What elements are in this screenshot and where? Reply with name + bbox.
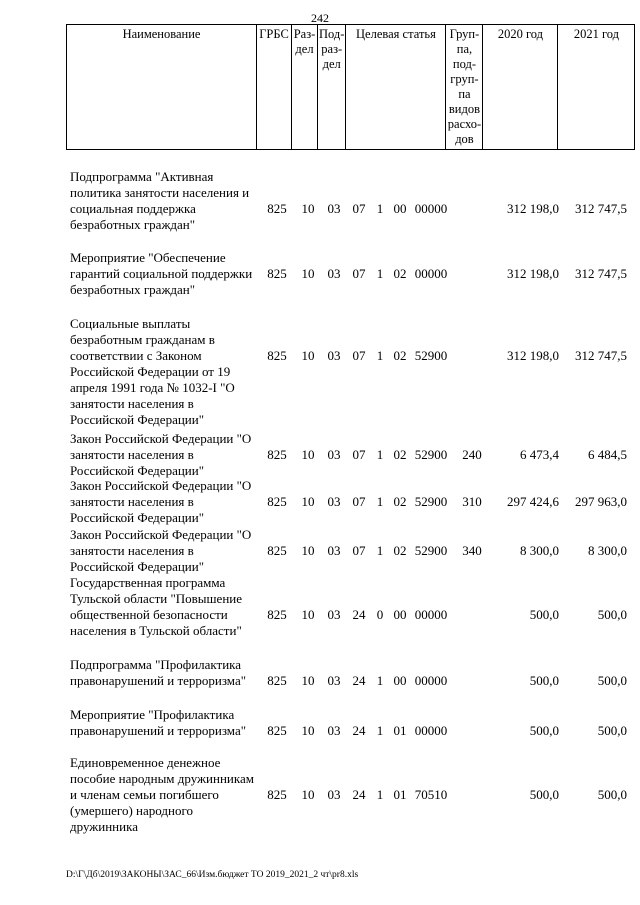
row-v2020: 500,0 <box>529 723 559 738</box>
row-v2021: 500,0 <box>597 673 627 688</box>
row-rz: 10 <box>301 348 315 363</box>
row-v2021: 312 747,5 <box>575 348 627 363</box>
row-v2020: 312 198,0 <box>507 266 559 281</box>
row-cs4: 52900 <box>414 494 448 509</box>
row-cs1: 07 <box>352 494 366 509</box>
row-cs2: 0 <box>376 607 384 622</box>
row-v2020: 8 300,0 <box>520 543 559 558</box>
footer-path: D:\Г\Дб\2019\ЗАКОНЫ\ЗАС_66\Изм.бюджет ТО 2019_2021_2 чт\pr8.xls <box>66 870 359 880</box>
row-cs2: 1 <box>376 201 384 216</box>
row-cs1: 07 <box>352 266 366 281</box>
row-v2021: 500,0 <box>597 723 627 738</box>
header-2021: 2021 год <box>558 25 635 150</box>
row-cs2: 1 <box>376 266 384 281</box>
row-rz: 10 <box>301 543 315 558</box>
row-cs4: 52900 <box>414 348 448 363</box>
header-podrazdel: Под- раз- дел <box>318 25 346 150</box>
row-cs3: 00 <box>393 607 407 622</box>
row-cs1: 07 <box>352 201 366 216</box>
header-name: Наименование <box>67 25 257 150</box>
header-grbs: ГРБС <box>257 25 292 150</box>
row-rz: 10 <box>301 673 315 688</box>
row-v2020: 500,0 <box>529 607 559 622</box>
row-rz: 10 <box>301 607 315 622</box>
row-cs4: 00000 <box>414 201 448 216</box>
row-pr: 03 <box>327 447 341 462</box>
row-v2021: 8 300,0 <box>588 543 627 558</box>
row-name: Социальные выплаты безработным гражданам в соответствии с Законом Российской Федерации от 19 апреля 1991 года № 1032-I "О занятости населения в Российской Федерации" <box>70 316 235 427</box>
row-cs2: 1 <box>376 723 384 738</box>
row-v2020: 500,0 <box>529 787 559 802</box>
row-cs2: 1 <box>376 494 384 509</box>
row-grbs: 825 <box>267 543 287 558</box>
row-rz: 10 <box>301 787 315 802</box>
row-pr: 03 <box>327 607 341 622</box>
row-v2020: 500,0 <box>529 673 559 688</box>
row-pr: 03 <box>327 266 341 281</box>
row-cs3: 02 <box>393 494 407 509</box>
row-vr: 240 <box>462 447 482 462</box>
row-v2020: 312 198,0 <box>507 348 559 363</box>
row-grbs: 825 <box>267 266 287 281</box>
row-cs2: 1 <box>376 673 384 688</box>
row-grbs: 825 <box>267 787 287 802</box>
row-cs1: 07 <box>352 543 366 558</box>
row-cs3: 01 <box>393 787 407 802</box>
page-number: 242 <box>311 11 329 25</box>
row-v2021: 6 484,5 <box>588 447 627 462</box>
row-cs1: 24 <box>352 787 366 802</box>
row-cs3: 02 <box>393 447 407 462</box>
row-name: Подпрограмма "Активная политика занятости населения и социальная поддержка безработных граждан" <box>70 169 250 232</box>
row-v2021: 312 747,5 <box>575 201 627 216</box>
row-cs1: 24 <box>352 607 366 622</box>
row-grbs: 825 <box>267 201 287 216</box>
row-pr: 03 <box>327 787 341 802</box>
table-header <box>66 24 635 150</box>
row-pr: 03 <box>327 201 341 216</box>
row-cs4: 70510 <box>414 787 448 802</box>
row-cs1: 07 <box>352 447 366 462</box>
row-cs3: 01 <box>393 723 407 738</box>
row-cs4: 52900 <box>414 447 448 462</box>
row-grbs: 825 <box>267 607 287 622</box>
row-v2021: 297 963,0 <box>575 494 627 509</box>
row-pr: 03 <box>327 673 341 688</box>
row-cs3: 02 <box>393 348 407 363</box>
row-vr: 310 <box>462 494 482 509</box>
row-grbs: 825 <box>267 723 287 738</box>
row-v2021: 500,0 <box>597 607 627 622</box>
row-cs2: 1 <box>376 348 384 363</box>
row-cs4: 00000 <box>414 266 448 281</box>
header-group: Груп- па, под- груп- па видов расхо- дов <box>446 25 483 150</box>
row-cs1: 24 <box>352 673 366 688</box>
row-rz: 10 <box>301 723 315 738</box>
row-cs2: 1 <box>376 543 384 558</box>
row-cs4: 00000 <box>414 673 448 688</box>
row-pr: 03 <box>327 348 341 363</box>
row-pr: 03 <box>327 723 341 738</box>
row-name: Закон Российской Федерации "О занятости населения в Российской Федерации" <box>70 527 252 574</box>
row-rz: 10 <box>301 494 315 509</box>
row-cs3: 02 <box>393 266 407 281</box>
row-cs3: 02 <box>393 543 407 558</box>
row-vr: 340 <box>462 543 482 558</box>
header-target: Целевая статья <box>346 25 446 150</box>
row-v2020: 297 424,6 <box>507 494 559 509</box>
row-name: Мероприятие "Профилактика правонарушений и терроризма" <box>70 707 247 738</box>
row-cs1: 07 <box>352 348 366 363</box>
row-cs2: 1 <box>376 447 384 462</box>
row-v2020: 6 473,4 <box>520 447 559 462</box>
row-rz: 10 <box>301 266 315 281</box>
row-rz: 10 <box>301 447 315 462</box>
row-name: Подпрограмма "Профилактика правонарушений и терроризма" <box>70 657 247 688</box>
row-cs4: 00000 <box>414 607 448 622</box>
row-grbs: 825 <box>267 447 287 462</box>
row-cs1: 24 <box>352 723 366 738</box>
row-name: Закон Российской Федерации "О занятости населения в Российской Федерации" <box>70 431 252 478</box>
header-2020: 2020 год <box>483 25 558 150</box>
row-v2021: 500,0 <box>597 787 627 802</box>
row-v2021: 312 747,5 <box>575 266 627 281</box>
row-name: Единовременное денежное пособие народным дружинникам и членам семьи погибшего (умершего) народного дружинника <box>70 755 254 834</box>
row-cs3: 00 <box>393 201 407 216</box>
row-grbs: 825 <box>267 348 287 363</box>
row-pr: 03 <box>327 543 341 558</box>
row-v2020: 312 198,0 <box>507 201 559 216</box>
row-grbs: 825 <box>267 494 287 509</box>
row-name: Мероприятие "Обеспечение гарантий социальной поддержки безработных граждан" <box>70 250 253 297</box>
row-cs3: 00 <box>393 673 407 688</box>
row-pr: 03 <box>327 494 341 509</box>
row-cs2: 1 <box>376 787 384 802</box>
header-razdel: Раз- дел <box>292 25 318 150</box>
row-name: Закон Российской Федерации "О занятости населения в Российской Федерации" <box>70 478 252 525</box>
row-grbs: 825 <box>267 673 287 688</box>
row-rz: 10 <box>301 201 315 216</box>
row-cs4: 00000 <box>414 723 448 738</box>
row-cs4: 52900 <box>414 543 448 558</box>
row-name: Государственная программа Тульской области "Повышение общественной безопасности населения в Тульской области" <box>70 575 243 638</box>
